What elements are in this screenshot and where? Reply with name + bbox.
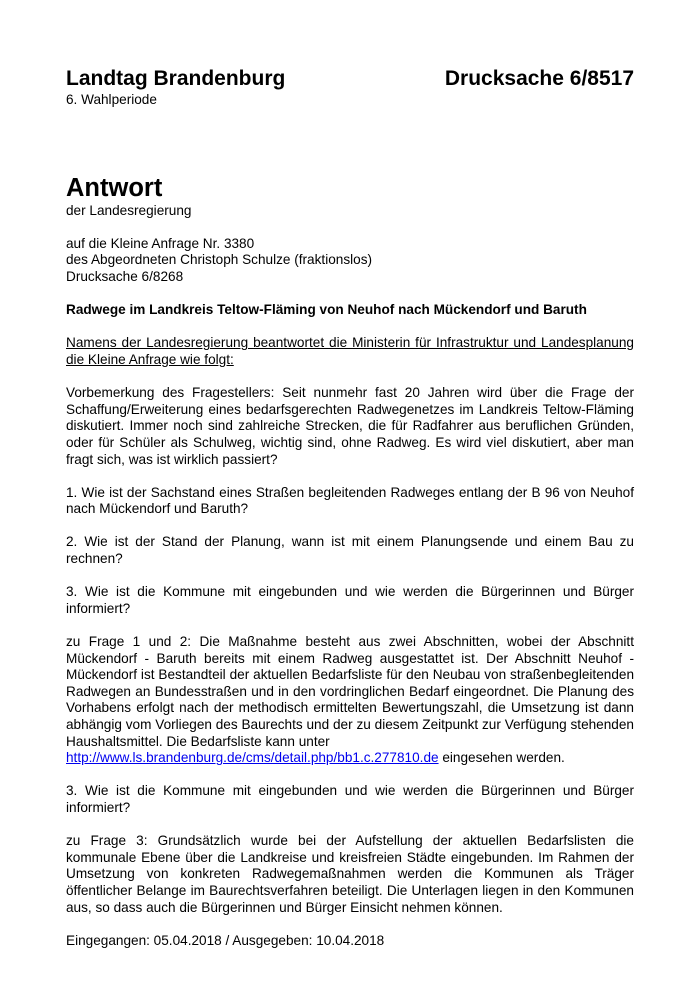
reference-line: des Abgeordneten Christoph Schulze (fraktionslos) — [66, 252, 373, 268]
document-page — [66, 66, 634, 949]
answer-1-2-end: eingesehen werden. — [438, 750, 565, 766]
footer-dates: Eingegangen: 05.04.2018 / Ausgegeben: 10.04.2018 — [66, 932, 385, 948]
question-3: 3. Wie ist die Kommune mit eingebunden und wie werden die Bürgerinnen und Bürger informiert? — [66, 584, 634, 616]
document-title: Radwege im Landkreis Teltow-Fläming von Neuhof nach Mückendorf und Baruth — [66, 302, 587, 318]
intro-text: Namens der Landesregierung beantwortet die Ministerin für Infrastruktur und Landesplanung die Kleine Anfrage wie folgt: — [66, 335, 634, 367]
question-1: 1. Wie ist der Sachstand eines Straßen begleitenden Radweges entlang der B 96 von Neuhof nach Mückendorf und Baruth? — [66, 484, 634, 517]
question-2: 2. Wie ist der Stand der Planung, wann ist mit einem Planungsende und einem Bau zu rechnen? — [66, 534, 634, 567]
document-type: Antwort — [66, 173, 163, 202]
answer-1-2-text: zu Frage 1 und 2: Die Maßnahme besteht aus zwei Abschnitten, wobei der Abschnitt Mückendorf - Baruth bereits mit einem Radweg ausgestattet ist. Der Abschnitt Neuhof - Mückendorf ist Bestandteil der aktuellen Bedarfsliste für den Neubau von straßenbegleitenden Radwegen an Bundesstraßen und in den vordringlichen Bedarf eingeordnet. Die Planung des Vorhabens erfolgt nach der methodisch ermittelten Bewertungszahl, die Umsetzung ist dann abhängig vom Vorliegen des Baurechts und der zu diesem Zeitpunkt zur Verfügung stehenden Haushaltsmittel. Die Bedarfsliste kann unter — [66, 634, 634, 749]
reference-line: auf die Kleine Anfrage Nr. 3380 — [66, 235, 255, 251]
question-3-repeat: 3. Wie ist die Kommune mit eingebunden und wie werden die Bürgerinnen und Bürger informiert? — [66, 783, 634, 815]
document-header — [66, 66, 634, 92]
answer-1-2 — [66, 634, 634, 767]
preliminary-remark: Vorbemerkung des Fragestellers: Seit nunmehr fast 20 Jahren wird über die Frage der Schaffung/Erweiterung eines bedarfsgerechten Radwegenetzes im Landkreis Teltow-Fläming diskutiert. Immer noch sind zahlreiche Strecken, die für Radfahrer aus beruflichen Gründen, oder für Schüler als Schulweg, wichtig sind, ohne Radweg. Es wird viel diskutiert, aber man fragt sich, was ist wirklich passiert? — [66, 385, 634, 467]
parliament-name: Landtag Brandenburg — [66, 67, 286, 90]
bedarfsliste-link[interactable]: http://www.ls.brandenburg.de/cms/detail.php/bb1.c.277810.de — [66, 750, 439, 766]
answer-3: zu Frage 3: Grundsätzlich wurde bei der Aufstellung der aktuellen Bedarfslisten die kommunale Ebene über die Landkreise und kreisfreien Städte eingebunden. Im Rahmen der Umsetzung von konkreten Radwegemaßnahmen werden die Kommunen als Träger öffentlicher Belange im Baurechtsverfahren beteiligt. Die Unterlagen liegen in den Kommunen aus, so dass auch die Bürgerinnen und Bürger Einsicht nehmen können. — [66, 833, 634, 915]
document-author: der Landesregierung — [66, 202, 192, 218]
wahlperiode: 6. Wahlperiode — [66, 92, 157, 107]
drucksache-number: Drucksache 6/8517 — [444, 67, 634, 90]
reference-line: Drucksache 6/8268 — [66, 268, 184, 284]
